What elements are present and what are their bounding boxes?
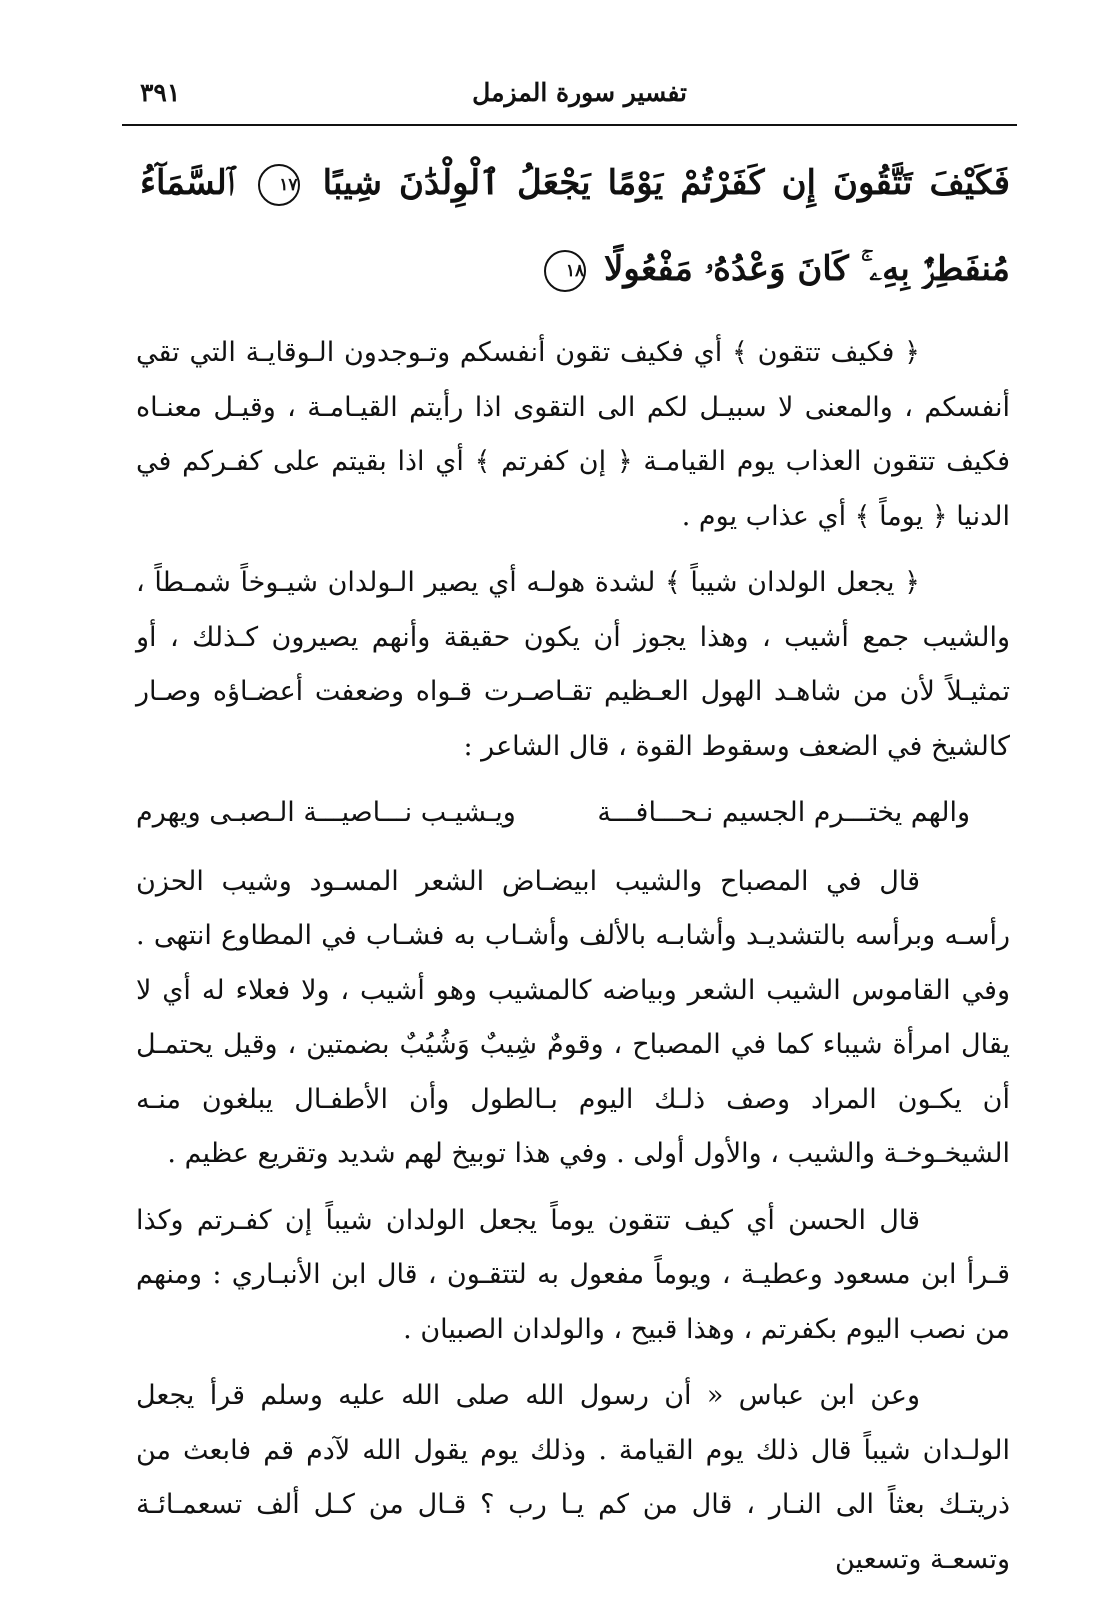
commentary-paragraph: وعن ابن عباس « أن رسول الله صلى الله عليه وسلم قرأ يجعل الولـدان شيباً قال ذلك يوم القيامة . وذلك يوم يقول الله لآدم قم فابعث من ذريتـك بعثاً الى النـار ، قال من كم يـا رب ؟ قـال من كـل ألف تسعمـائـة وتسعـة وتسعين	[136, 1380, 1010, 1575]
commentary-paragraph: ﴿ يجعل الولدان شيباً ﴾ لشدة هولـه أي يصير الـولدان شيـوخاً شمـطاً ، والشيب جمع أشيب ، وهذا يجوز أن يكون حقيقة وأنهم يصيرون كـذلك ، أو تمثيـلاً لأن من شاهـد الهول العـظيم تقـاصـرت قـواه وضعفت أعضـاؤه وصـار كالشيخ في الضعف وسقوط القوة ، قال الشاعر :	[136, 567, 1010, 762]
commentary-body	[136, 326, 1010, 1599]
running-title: تفسير سورة المزمل	[472, 78, 687, 107]
commentary-paragraph: ﴿ فكيف تتقون ﴾ أي فكيف تقون أنفسكم وتـوجدون الـوقايـة التي تقي أنفسكم ، والمعنى لا سبيـل لكم الى التقوى اذا رأيتم القيـامـة ، وقيـل معنـاه فكيف تتقون العذاب يوم القيامـة ﴿ إن كفرتم ﴾ أي اذا بقيتم على كفـركم في الدنيا ﴿ يوماً ﴾ أي عذاب يوم .	[136, 337, 1010, 532]
poem-second-hemistich: ويـشيـب نـــاصيـــة الـصبـى ويهرم	[136, 797, 516, 828]
header-divider	[122, 124, 1017, 126]
commentary-paragraph: قال الحسن أي كيف تتقون يوماً يجعل الولدان شيباً إن كفـرتم وكذا قـرأ ابن مسعود وعطيـة ، ويوماً مفعول به لتتقـون ، قال ابن الأنبـاري : ومنهم من نصب اليوم بكفرتم ، وهذا قبيح ، والولدان الصبيان .	[136, 1204, 1010, 1345]
page-header	[122, 74, 1017, 118]
ayah-number-marker: ١٧	[258, 164, 300, 206]
verse-text-18: ٱلسَّمَآءُ مُنفَطِرٌۢ بِهِۦ ۚ كَانَ وَعْدُهُۥ مَفْعُولًا	[140, 163, 1010, 289]
page-number: ٣٩١	[140, 78, 181, 107]
ayah-number-marker: ١٨	[544, 250, 586, 292]
verse-text-17: فَكَيْفَ تَتَّقُونَ إِن كَفَرْتُمْ يَوْمًا يَجْعَلُ ٱلْوِلْدَٰنَ شِيبًا	[322, 163, 1010, 203]
poem-first-hemistich: والهم يختـــرم الجسيم نـحـــافـــة	[597, 797, 970, 828]
commentary-paragraph: قال في المصباح والشيب ابيضـاض الشعر المسـود وشيب الحزن رأسـه وبرأسه بالتشديـد وأشابـه بالألف وأشـاب به فشـاب في المطاوع انتهى . وفي القاموس الشيب الشعر وبياضه كالمشيب وهو أشيب ، ولا فعلاء له أي لا يقال امرأة شيباء كما في المصباح ، وقومٌ شِيبٌ وَشُيُبٌ بضمتين ، وقيل يحتمـل أن يكـون المراد وصف ذلـك اليوم بـالطول وأن الأطفـال يبلغون منـه الشيخـوخـة والشيب ، والأول أولى . وفي هذا توبيخ لهم شديد وتقريع عظيم .	[136, 865, 1010, 1169]
quran-verse	[140, 140, 1010, 312]
poem-verse	[136, 786, 1010, 841]
